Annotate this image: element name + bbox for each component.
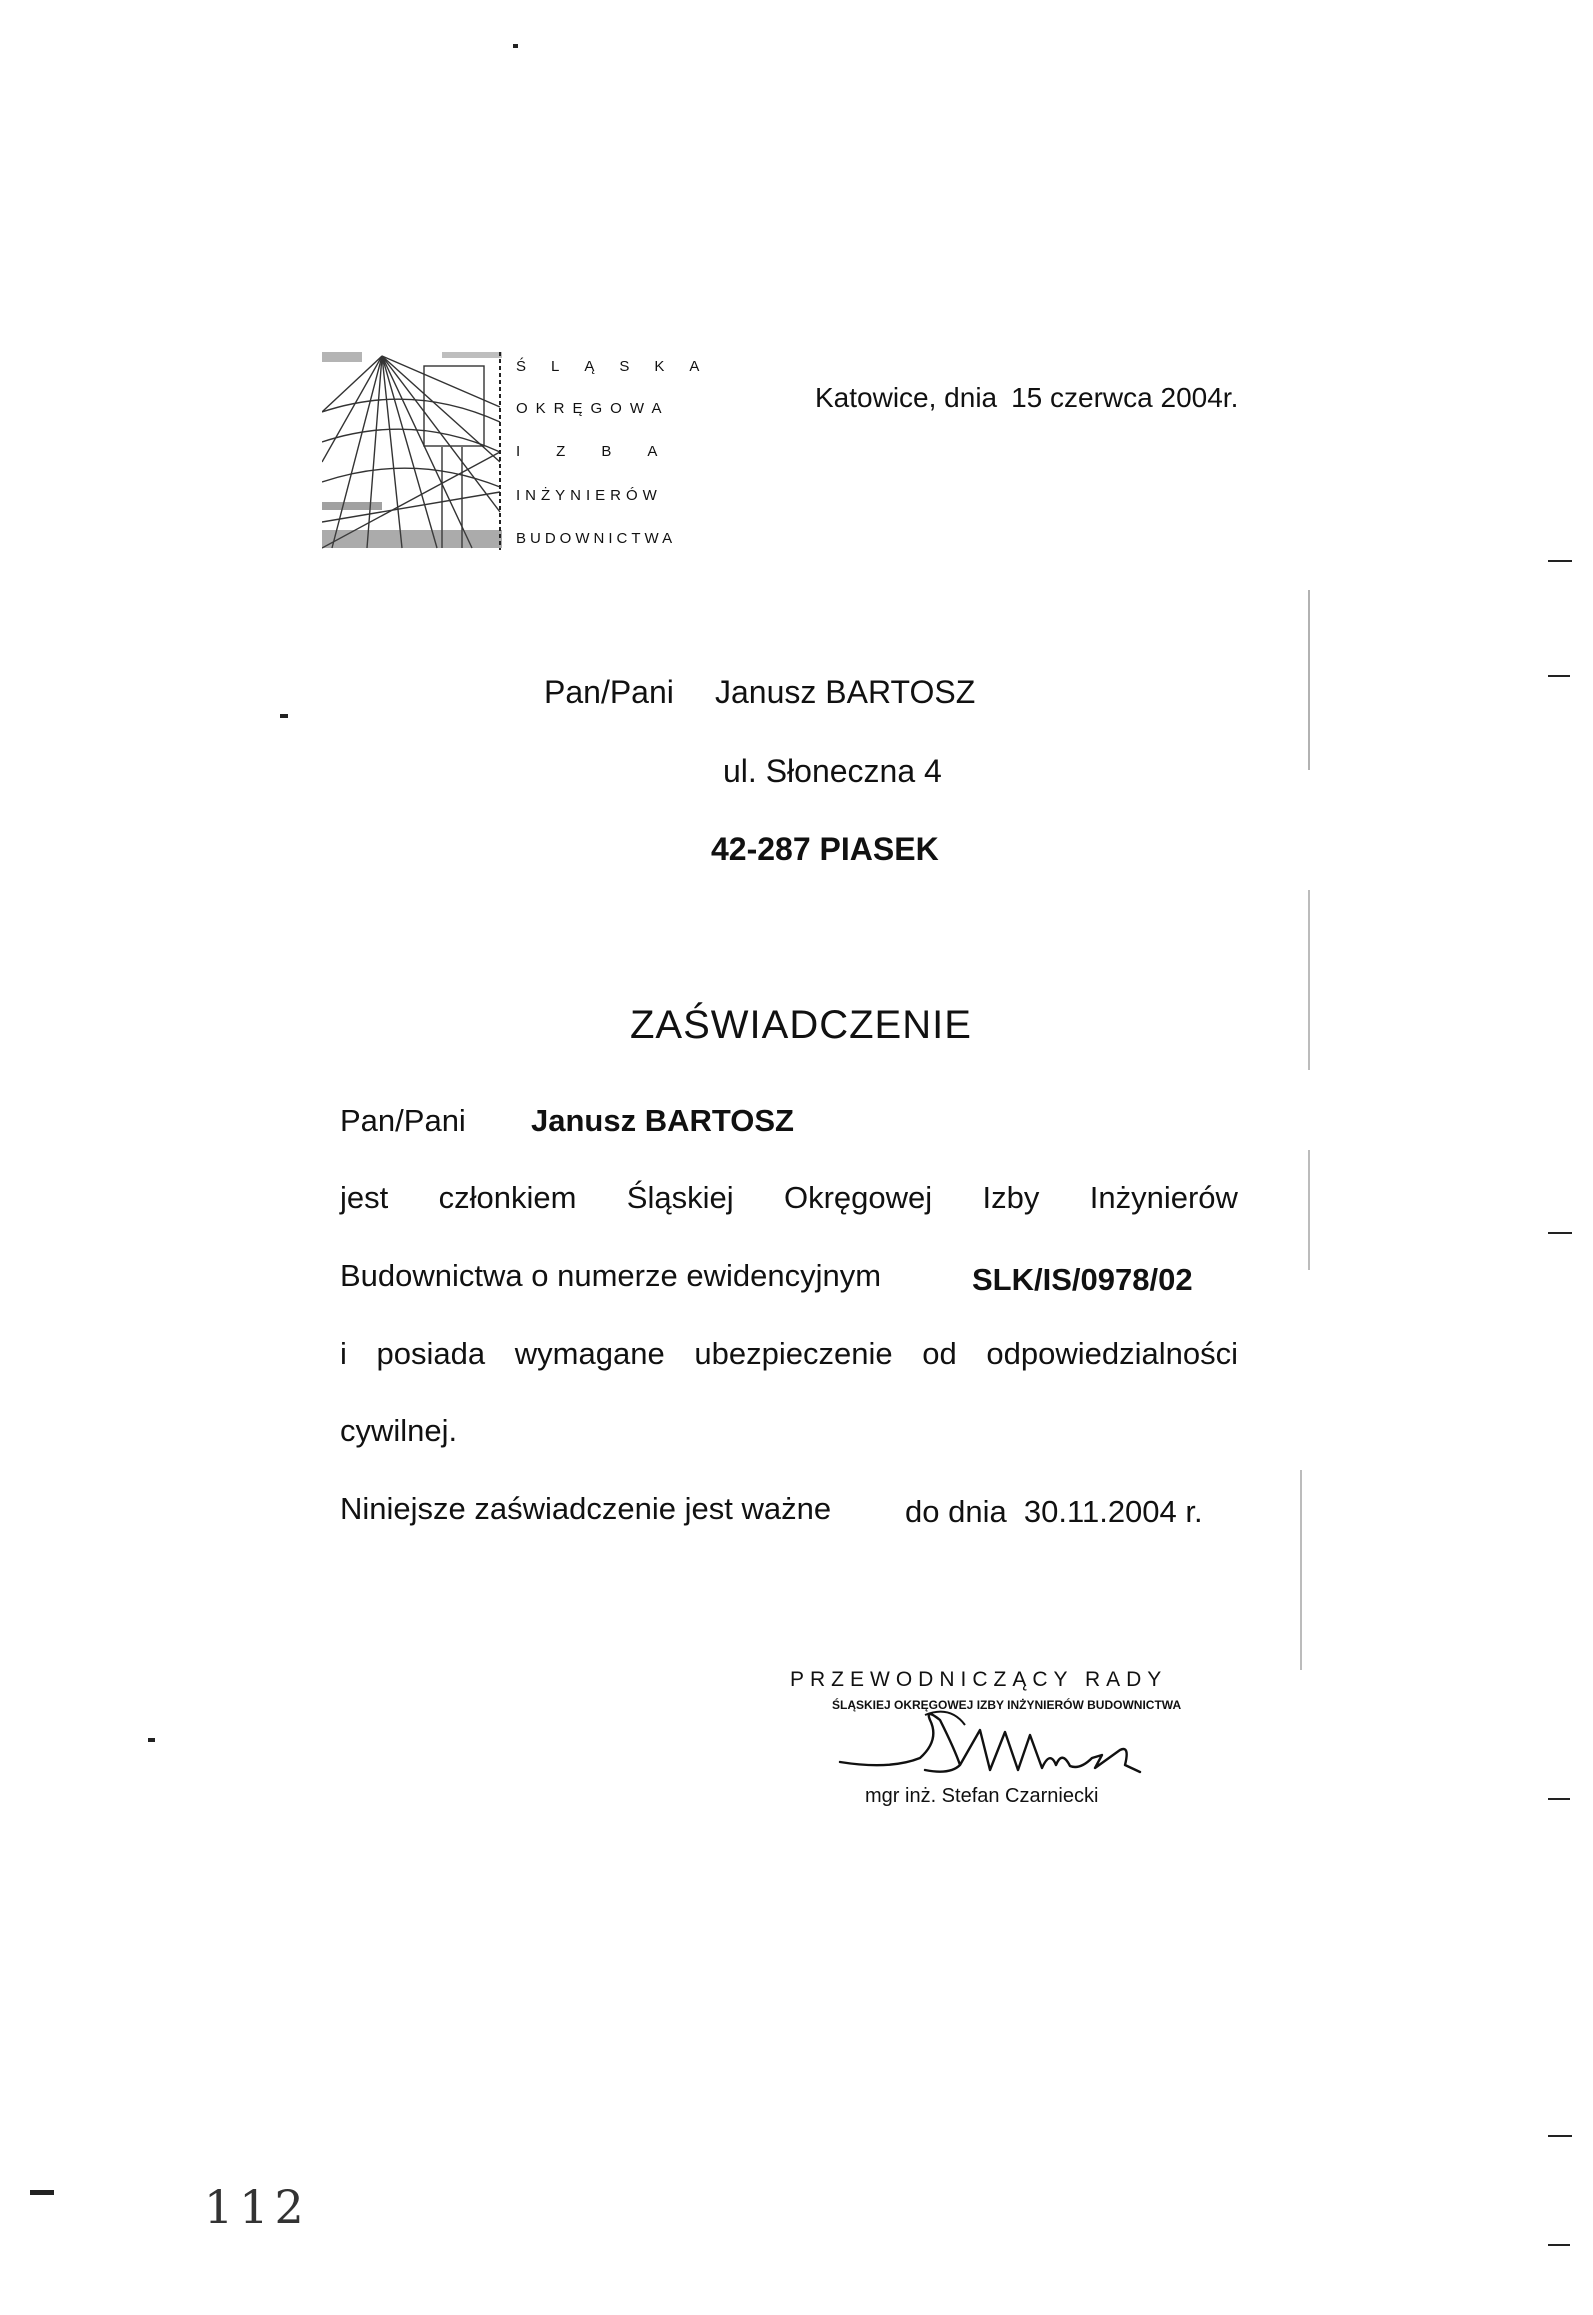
body-word: wymagane — [514, 1336, 665, 1371]
signature-stamp-organization: ŚLĄSKIEJ OKRĘGOWEJ IZBY INŻYNIERÓW BUDOWNICTWA — [832, 1698, 1182, 1712]
registration-number: SLK/IS/0978/02 — [972, 1262, 1193, 1297]
addressee-city: 42-287 PIASEK — [711, 831, 939, 867]
signatory-name: mgr inż. Stefan Czarniecki — [865, 1785, 1099, 1807]
scan-artifact-mark — [1548, 2135, 1572, 2137]
logo-text-line: ŚLĄSKA — [516, 358, 725, 375]
scan-artifact-mark — [148, 1738, 155, 1742]
body-word: od — [922, 1336, 957, 1371]
body-word: jest — [340, 1180, 389, 1215]
body-line-membership — [340, 1180, 1238, 1216]
body-word: odpowiedzialności — [986, 1336, 1238, 1371]
scan-artifact-mark — [1548, 2244, 1570, 2246]
addressee-label: Pan/Pani — [544, 674, 674, 710]
body-word: i — [340, 1336, 347, 1371]
validity-statement: Niniejsze zaświadczenie jest ważne — [340, 1491, 832, 1526]
certified-person-name: Janusz BARTOSZ — [531, 1103, 794, 1138]
scan-artifact-mark — [30, 2190, 54, 2195]
scan-artifact-mark — [1548, 560, 1572, 562]
scan-artifact-mark — [1548, 675, 1570, 677]
addressee-street: ul. Słoneczna 4 — [723, 753, 942, 789]
validity-date: do dnia 30.11.2004 r. — [905, 1494, 1203, 1529]
scan-artifact-mark — [280, 714, 288, 718]
body-word: posiada — [376, 1336, 486, 1371]
scan-artifact-mark — [1548, 1798, 1570, 1800]
body-line-insurance — [340, 1336, 1238, 1372]
body-line-civil: cywilnej. — [340, 1413, 458, 1448]
body-word: Śląskiej — [626, 1180, 734, 1215]
date-prefix: Katowice, dnia — [815, 382, 998, 413]
certified-person-label: Pan/Pani — [340, 1103, 466, 1138]
body-word: Okręgowej — [783, 1180, 933, 1215]
scan-artifact-mark — [1308, 590, 1310, 770]
logo-text-line: INŻYNIERÓW — [516, 487, 662, 504]
signature-stamp-title: PRZEWODNICZĄCY RADY — [790, 1668, 1168, 1691]
scan-artifact-mark — [1308, 1150, 1310, 1270]
body-word: ubezpieczenie — [694, 1336, 893, 1371]
date-value: 15 czerwca 2004r. — [1011, 382, 1239, 413]
document-title: ZAŚWIADCZENIE — [630, 1003, 972, 1047]
scan-artifact-mark — [1300, 1470, 1302, 1670]
letter-date — [815, 382, 1238, 414]
body-word: Inżynierów — [1089, 1180, 1238, 1215]
chamber-logo-graphic — [322, 352, 502, 550]
body-word: Izby — [982, 1180, 1040, 1215]
logo-text-line: IZBA — [516, 443, 694, 460]
scan-artifact-mark — [1548, 1232, 1572, 1234]
body-word: członkiem — [438, 1180, 577, 1215]
scan-artifact-mark — [1308, 890, 1310, 1070]
scan-artifact-mark — [513, 44, 518, 48]
body-line-registration: Budownictwa o numerze ewidencyjnym — [340, 1258, 882, 1293]
addressee-name: Janusz BARTOSZ — [715, 674, 976, 710]
logo-text-line: OKRĘGOWA — [516, 400, 670, 417]
logo-text-line: BUDOWNICTWA — [516, 530, 677, 547]
page-number: 112 — [204, 2180, 310, 2234]
